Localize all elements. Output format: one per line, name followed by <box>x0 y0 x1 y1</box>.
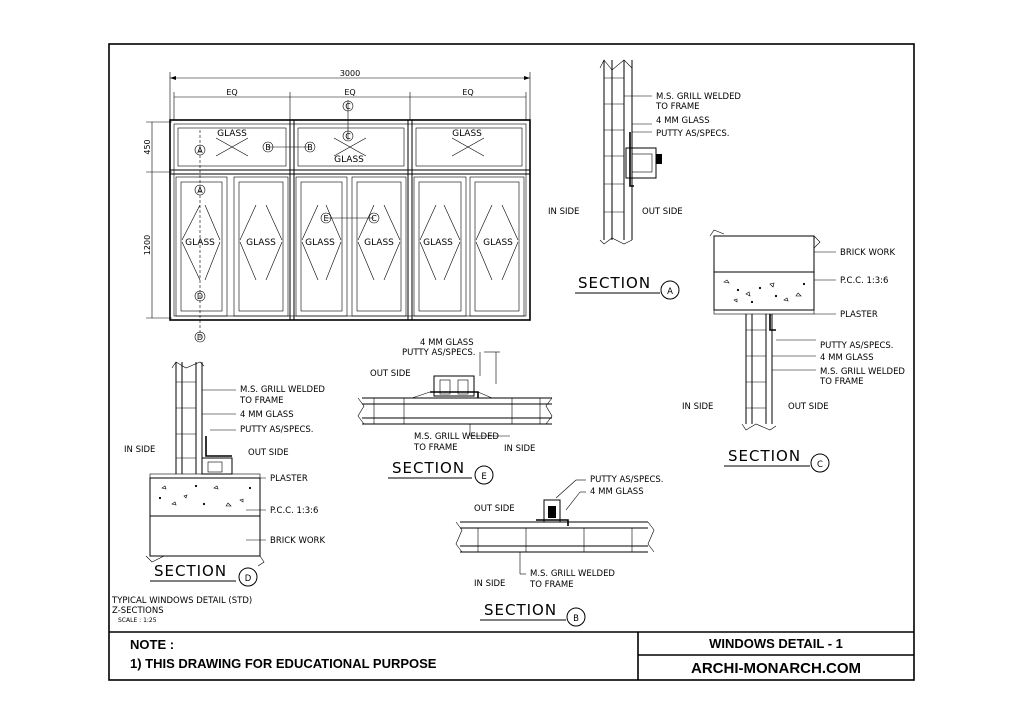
svg-text:D: D <box>196 292 204 301</box>
section-e <box>358 338 552 484</box>
label-putty: PUTTY AS/SPECS. <box>656 129 730 139</box>
dim-eq-1: EQ <box>226 88 238 97</box>
label-grill: M.S. GRILL WELDED <box>414 432 499 442</box>
svg-text:D: D <box>244 574 252 584</box>
glass-label: GLASS <box>217 129 247 139</box>
label-glass: 4 MM GLASS <box>240 410 294 420</box>
label-grill-2: TO FRAME <box>414 443 458 453</box>
section-c <box>682 230 905 472</box>
marker-A-top <box>195 145 205 155</box>
sheet-border <box>109 44 914 680</box>
section-d <box>124 362 325 586</box>
label-grill: M.S. GRILL WELDED <box>240 385 325 395</box>
caption-line-2: Z-SECTIONS <box>112 606 164 616</box>
label-inside: IN SIDE <box>474 579 506 589</box>
note-heading: NOTE : <box>130 637 175 652</box>
glass-label: GLASS <box>305 238 335 248</box>
label-inside: IN SIDE <box>504 444 536 454</box>
svg-text:B: B <box>573 614 579 624</box>
marker-D-bottom <box>195 332 205 342</box>
svg-text:A: A <box>667 287 673 297</box>
svg-text:B: B <box>265 143 271 152</box>
label-grill-2: TO FRAME <box>240 396 284 406</box>
title-block <box>130 636 861 677</box>
svg-text:E: E <box>323 214 329 223</box>
shutters <box>176 177 524 316</box>
section-a <box>548 60 741 299</box>
label-putty: PUTTY AS/SPECS. <box>820 341 894 351</box>
label-grill: M.S. GRILL WELDED <box>530 569 615 579</box>
label-pcc: P.C.C. 1:3:6 <box>270 506 319 516</box>
label-glass: 4 MM GLASS <box>656 116 710 126</box>
label-grill-2: TO FRAME <box>530 580 574 590</box>
section-d-title: SECTION <box>154 562 228 580</box>
label-grill-2: TO FRAME <box>656 102 700 112</box>
section-b-title: SECTION <box>484 601 558 619</box>
marker-C-right <box>369 213 379 223</box>
label-grill-2: TO FRAME <box>820 377 864 387</box>
label-grill: M.S. GRILL WELDED <box>820 367 905 377</box>
label-outside: OUT SIDE <box>248 448 289 458</box>
drawing-caption <box>111 596 252 624</box>
svg-text:A: A <box>197 186 203 195</box>
svg-text:B: B <box>307 143 313 152</box>
glass-label: GLASS <box>334 155 364 165</box>
dim-eq-3: EQ <box>462 88 474 97</box>
section-a-title: SECTION <box>578 274 652 292</box>
label-plaster: PLASTER <box>270 474 308 484</box>
svg-text:D: D <box>196 333 204 342</box>
label-pcc: P.C.C. 1:3:6 <box>840 276 889 286</box>
label-grill: M.S. GRILL WELDED <box>656 92 741 102</box>
marker-B-right <box>305 142 315 152</box>
label-glass: 4 MM GLASS <box>420 338 474 348</box>
label-putty: PUTTY AS/SPECS. <box>590 475 664 485</box>
glass-label: GLASS <box>364 238 394 248</box>
section-c-title: SECTION <box>728 447 802 465</box>
svg-text:C: C <box>345 132 351 141</box>
marker-C-top <box>343 101 353 111</box>
label-outside: OUT SIDE <box>642 207 683 217</box>
glass-label: GLASS <box>452 129 482 139</box>
label-inside: IN SIDE <box>548 207 580 217</box>
dim-eq-2: EQ <box>344 88 356 97</box>
label-glass: 4 MM GLASS <box>590 487 644 497</box>
svg-text:C: C <box>345 102 351 111</box>
note-text: 1) THIS DRAWING FOR EDUCATIONAL PURPOSE <box>130 656 437 671</box>
marker-A-bottom <box>195 185 205 195</box>
label-outside: OUT SIDE <box>788 402 829 412</box>
label-inside: IN SIDE <box>124 445 156 455</box>
marker-D-mid <box>195 291 205 301</box>
label-outside: OUT SIDE <box>370 369 411 379</box>
label-putty: PUTTY AS/SPECS. <box>240 425 314 435</box>
glass-label: GLASS <box>246 238 276 248</box>
svg-text:C: C <box>817 460 823 470</box>
section-b <box>456 475 663 626</box>
website: ARCHI-MONARCH.COM <box>691 660 861 677</box>
glass-label: GLASS <box>423 238 453 248</box>
glass-label: GLASS <box>483 238 513 248</box>
section-e-title: SECTION <box>392 459 466 477</box>
label-glass: 4 MM GLASS <box>820 353 874 363</box>
dim-overall: 3000 <box>339 69 361 78</box>
glass-label: GLASS <box>185 238 215 248</box>
svg-text:E: E <box>481 472 487 482</box>
svg-text:A: A <box>197 146 203 155</box>
label-brick: BRICK WORK <box>270 536 326 546</box>
dim-bottom-height: 1200 <box>143 234 152 256</box>
label-putty: PUTTY AS/SPECS. <box>402 348 476 358</box>
drawing-title: WINDOWS DETAIL - 1 <box>709 636 843 651</box>
caption-line-1: TYPICAL WINDOWS DETAIL (STD) <box>112 596 253 606</box>
label-outside: OUT SIDE <box>474 504 515 514</box>
label-brick: BRICK WORK <box>840 248 896 258</box>
window-elevation <box>143 69 530 342</box>
svg-text:C: C <box>371 214 377 223</box>
label-inside: IN SIDE <box>682 402 714 412</box>
marker-C-mid <box>343 131 353 141</box>
dim-top-height: 450 <box>143 139 152 155</box>
label-plaster: PLASTER <box>840 310 878 320</box>
caption-scale: SCALE : 1:25 <box>118 617 157 624</box>
